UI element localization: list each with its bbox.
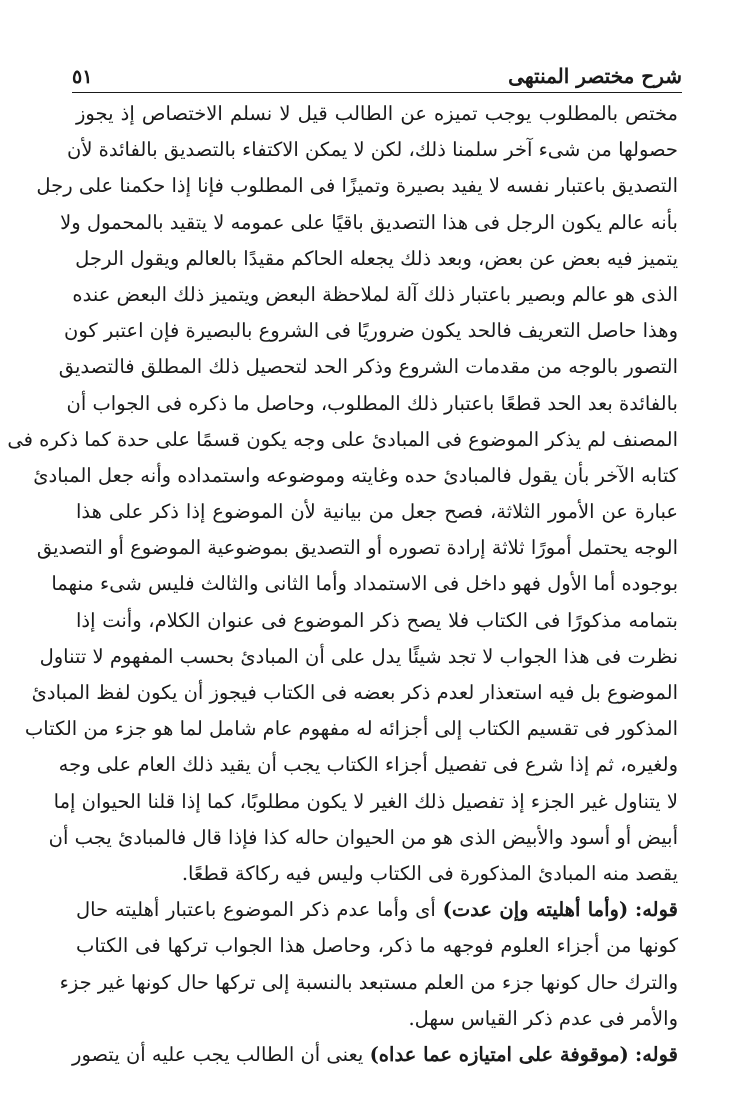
text-line: المصنف لم يذكر الموضوع فى المبادئ على وجه يكون قسمًا على حدة كما ذكره فى xyxy=(7,427,678,451)
text-line: وهذا حاصل التعريف فالحد يكون ضروريًا فى الشروع بالبصيرة فإن اعتبر كون xyxy=(64,319,678,343)
text-line: بوجوده أما الأول فهو داخل فى الاستمداد وأما الثانى والثالث فليس شىء منهما xyxy=(51,572,678,596)
text-line: المذكور فى تقسيم الكتاب إلى أجزائه له مفهوم عام شامل لما هو جزء من الكتاب xyxy=(24,717,678,741)
text-line: الموضوع بل فيه استعذار لعدم ذكر بعضه فى الكتاب فيجوز أن يكون لفظ المبادئ xyxy=(31,681,678,704)
text-line: عبارة عن الأمور الثلاثة، فصح جعل من بيانية لأن الموضوع إذا ذكر على هذا xyxy=(76,500,678,524)
quoted-text: (موقوفة على امتيازه عما عداه) xyxy=(369,1042,629,1066)
quoted-text: (وأما أهليته وإن عدت) xyxy=(442,898,629,922)
commentary-line-quote xyxy=(72,1037,678,1073)
text-line: ولغيره، ثم إذا شرع فى تفصيل أجزاء الكتاب يجب أن يقيد ذلك العام على وجه xyxy=(58,753,678,777)
page-number: ٥١ xyxy=(72,66,93,88)
text-line: حصولها من شىء آخر سلمنا ذلك، لكن لا يمكن الاكتفاء بالتصديق بالفائدة لأن xyxy=(67,138,678,162)
commentary-text: يعنى أن الطالب يجب عليه أن يتصور xyxy=(72,1042,364,1066)
text-line: كونها من أجزاء العلوم فوجهه ما ذكر، وحاصل هذا الجواب تركها فى الكتاب xyxy=(76,934,678,958)
text-line-paragraph-end: والأمر فى عدم ذكر القياس سهل. xyxy=(408,1006,678,1030)
text-line: بالفائدة بعد الحد قطعًا باعتبار ذلك المطلوب، وحاصل ما ذكره فى الجواب أن xyxy=(66,391,678,415)
body-text xyxy=(7,96,678,1073)
text-line: كتابه الآخر بأن يقول فالمبادئ حده وغايته وموضوعه واستمداده وأنه جعل المبادئ xyxy=(33,463,678,487)
commentary-text: أى وأما عدم ذكر الموضوع باعتبار أهليته حال xyxy=(76,898,436,922)
text-line: الوجه يحتمل أمورًا ثلاثة إرادة تصوره أو التصديق بموضوعية الموضوع أو التصديق xyxy=(36,536,678,560)
book-title: شرح مختصر المنتهى xyxy=(508,64,682,88)
text-line: مختص بالمطلوب يوجب تميزه عن الطالب قيل لا نسلم الاختصاص إذ يجوز xyxy=(76,102,678,125)
running-head xyxy=(72,58,682,93)
text-line: نظرت فى هذا الجواب لا تجد شيئًا يدل على أن المبادئ بحسب المفهوم لا تتناول xyxy=(39,644,678,668)
text-line: التصور بالوجه من مقدمات الشروع وذكر الحد لتحصيل ذلك المطلق فالتصديق xyxy=(58,355,678,379)
text-line: يتميز فيه بعض عن بعض، وبعد ذلك يجعله الحاكم مقيدًا بالعالم ويقول الرجل xyxy=(75,246,678,270)
commentary-line-quote xyxy=(76,892,678,928)
text-line: والترك حال كونها جزء من العلم مستبعد بالنسبة إلى تركها حال كونها غير جزء xyxy=(59,970,678,994)
text-line-paragraph-end: يقصد منه المبادئ المذكورة فى الكتاب وليس فيه ركاكة قطعًا. xyxy=(181,861,678,885)
text-line: بتمامه مذكورًا فى الكتاب فلا يصح ذكر الموضوع فى عنوان الكلام، وأنت إذا xyxy=(76,608,678,632)
quote-label: قوله: xyxy=(635,898,678,922)
text-line: الذى هو عالم وبصير باعتبار ذلك آلة لملاحظة البعض ويتميز ذلك البعض عنده xyxy=(72,282,678,306)
text-line: أبيض أو أسود والأبيض الذى هو من الحيوان حاله كذا فإذا قال فالمبادئ يجب أن xyxy=(48,825,678,849)
text-line: التصديق باعتبار نفسه لا يفيد بصيرة وتميزًا فى المطلوب فإنا إذا حكمنا على رجل xyxy=(36,174,678,198)
quote-label: قوله: xyxy=(635,1042,678,1066)
text-line: بأنه عالم يكون الرجل فى هذا التصديق باقيًا على عمومه لا يتقيد بالمحمول ولا xyxy=(60,210,678,234)
text-line: لا يتناول غير الجزء إذ تفصيل ذلك الغير لا يكون مطلوبًا، كما إذا قلنا الحيوان إما xyxy=(53,789,678,813)
